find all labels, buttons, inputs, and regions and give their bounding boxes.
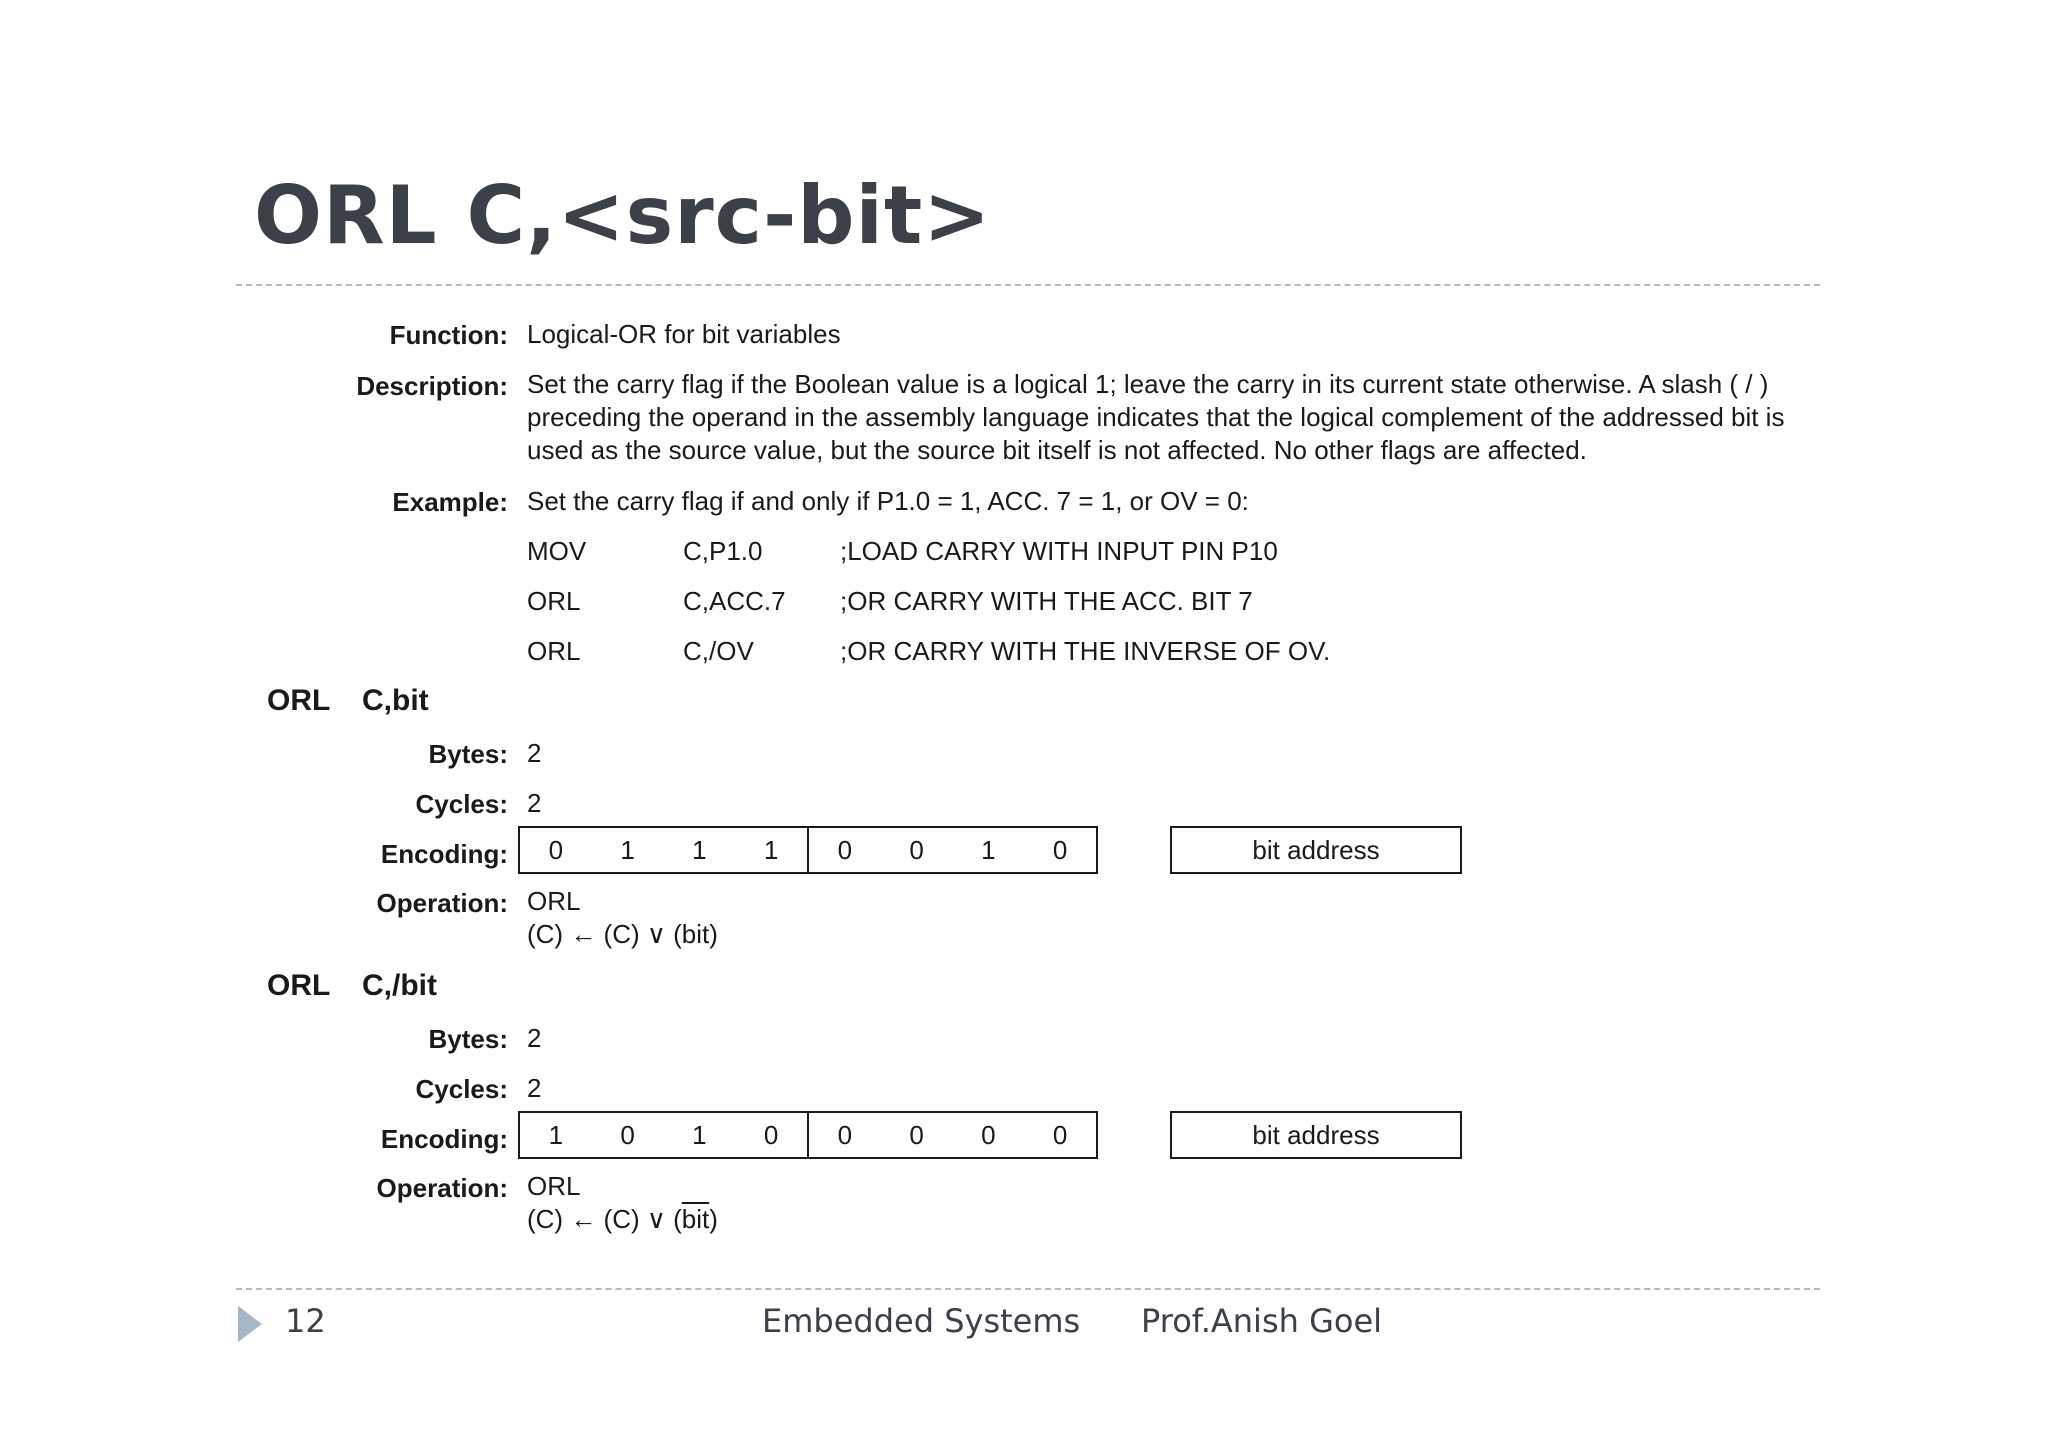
encoding-bit: 0 <box>909 835 924 865</box>
operation-label: Operation: <box>376 1173 508 1203</box>
title-divider <box>236 284 1820 286</box>
bytes-label: Bytes: <box>428 739 508 769</box>
cycles-label: Cycles: <box>415 1074 508 1104</box>
encoding-bit: 0 <box>909 1120 924 1150</box>
encoding-bit: 1 <box>981 835 996 865</box>
encoding-low-nibble <box>807 828 1096 872</box>
encoding-bit: 0 <box>620 1120 635 1150</box>
footer-author: Prof.Anish Goel <box>1141 1302 1383 1340</box>
description-text: Set the carry flag if the Boolean value is a logical 1; leave the carry in its current state otherwise. A slash ( / ) preceding the operand in the assembly language indicates that the logical complement of the addressed bit is used as the source value, but the source bit itself is not affected. No other flags are affected. <box>527 369 1785 465</box>
function-text: Logical-OR for bit variables <box>527 319 841 349</box>
encoding-high-nibble <box>520 1113 807 1157</box>
bit-address-box: bit address <box>1170 826 1462 874</box>
code-arg: C,P1.0 <box>683 536 763 566</box>
form-mnemonic: ORL <box>267 684 331 717</box>
encoding-high-nibble <box>520 828 807 872</box>
encoding-bit: 0 <box>548 835 564 865</box>
bit-address-box: bit address <box>1170 1111 1462 1159</box>
encoding-low-nibble <box>807 1113 1096 1157</box>
bytes-label: Bytes: <box>428 1024 508 1054</box>
description-label: Description: <box>356 371 508 401</box>
example-text: Set the carry flag if and only if P1.0 = 1, ACC. 7 = 1, or OV = 0: <box>527 486 1249 516</box>
operation-lhs: (C) ← (C) ∨ ( <box>527 1204 682 1234</box>
encoding-opcode-box <box>518 1111 1098 1159</box>
form-operand: C,bit <box>362 684 429 717</box>
bullet-triangle-icon <box>238 1306 262 1342</box>
encoding-bit: 1 <box>548 1120 564 1150</box>
slide-title: ORL C,<src-bit> <box>254 169 992 262</box>
page-number: 12 <box>285 1302 326 1340</box>
encoding-bit: 0 <box>1052 835 1068 865</box>
bytes-value: 2 <box>527 1023 542 1053</box>
encoding-bit: 0 <box>1052 1120 1068 1150</box>
encoding-opcode-box <box>518 826 1098 874</box>
operation-formula <box>527 918 718 951</box>
form-mnemonic: ORL <box>267 969 331 1002</box>
operation-rhs: ) <box>709 919 718 949</box>
example-label: Example: <box>392 487 508 517</box>
operation-lhs: (C) ← (C) ∨ ( <box>527 919 682 949</box>
cycles-value: 2 <box>527 1073 542 1103</box>
encoding-bit: 1 <box>692 835 707 865</box>
function-label: Function: <box>389 320 508 350</box>
encoding-bit: 1 <box>763 835 779 865</box>
code-op: MOV <box>527 536 587 566</box>
encoding-bit: 0 <box>763 1120 779 1150</box>
cycles-value: 2 <box>527 788 542 818</box>
encoding-bit: 0 <box>837 1120 853 1150</box>
operation-operand-complement: $\overline{bit}$ <box>681 1204 710 1234</box>
code-comment: ;LOAD CARRY WITH INPUT PIN P10 <box>840 536 1278 566</box>
footer-course: Embedded Systems <box>762 1302 1081 1340</box>
code-op: ORL <box>527 586 581 616</box>
operation-label: Operation: <box>376 888 508 918</box>
form-operand: C,/bit <box>362 969 437 1002</box>
code-op: ORL <box>527 636 581 666</box>
code-arg: C,ACC.7 <box>683 586 786 616</box>
footer-divider <box>236 1288 1820 1290</box>
operation-name: ORL <box>527 1171 581 1201</box>
encoding-bit: 0 <box>981 1120 996 1150</box>
encoding-bit: 0 <box>837 835 853 865</box>
code-comment: ;OR CARRY WITH THE ACC. BIT 7 <box>840 586 1253 616</box>
code-arg: C,/OV <box>683 636 754 666</box>
cycles-label: Cycles: <box>415 789 508 819</box>
encoding-label: Encoding: <box>380 839 508 869</box>
encoding-bit: 1 <box>620 835 635 865</box>
operation-rhs: ) <box>709 1204 718 1234</box>
bytes-value: 2 <box>527 738 542 768</box>
operation-operand: bit <box>681 919 710 949</box>
operation-formula <box>527 1203 718 1236</box>
encoding-bit: 1 <box>692 1120 707 1150</box>
encoding-label: Encoding: <box>380 1124 508 1154</box>
code-comment: ;OR CARRY WITH THE INVERSE OF OV. <box>840 636 1331 666</box>
operation-name: ORL <box>527 886 581 916</box>
